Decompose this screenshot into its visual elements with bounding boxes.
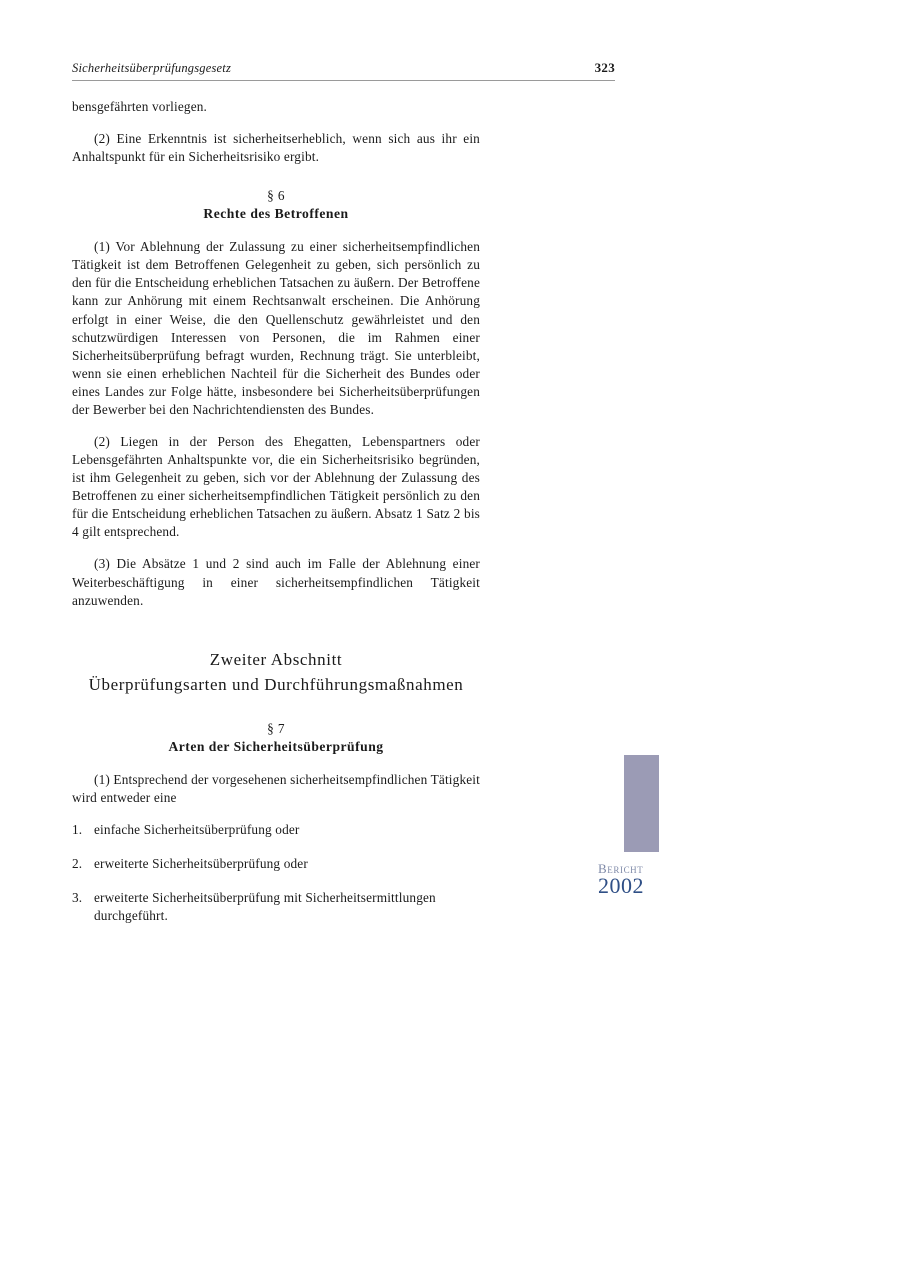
- list-item-number: 2.: [72, 855, 83, 871]
- list-item-text: einfache Sicherheitsüberprüfung oder: [94, 821, 300, 837]
- page-number: 323: [594, 60, 615, 75]
- text-column: [72, 98, 480, 941]
- running-header: [72, 60, 615, 81]
- section-6-number: § 6: [267, 188, 285, 204]
- report-logo: [598, 755, 718, 897]
- section-6-title: Rechte des Betroffenen: [203, 206, 349, 222]
- logo-year: 2002: [598, 873, 644, 898]
- list-item-text: erweiterte Sicherheitsüberprüfung mit Sicherheitsermittlungen durchgeführt.: [94, 890, 436, 924]
- logo-bar-icon: [624, 755, 659, 852]
- paragraph-6-1: (1) Vor Ablehnung der Zulassung zu einer sicherheitsempfindlichen Tätigkeit ist dem Betroffenen Gelegenheit zu geben, sich persönlich zu den für die Entscheidung erheblichen Tatsachen zu äußern. Der Betroffene kann zur Anhörung mit einem Rechtsanwalt erscheinen. Die Anhörung erfolgt in einer Weise, die den Quellenschutz gewährleistet und den schutzwürdigen Interessen von Personen, die im Rahmen einer Sicherheitsüberprüfung befragt wurden, Rechnung trägt. Sie unterbleibt, wenn sie einen erheblichen Nachteil für die Sicherheit des Bundes oder eines Landes zur Folge hätte, insbesondere bei Sicherheitsüberprüfungen der Bewerber bei den Nachrichtendiensten des Bundes.: [72, 239, 480, 417]
- list-item: [72, 889, 480, 925]
- list-item: [72, 821, 480, 839]
- continued-paragraph: bensgefährten vorliegen.: [72, 99, 208, 114]
- running-header-title: Sicherheitsüberprüfungsgesetz: [72, 61, 232, 75]
- section-7-title: Arten der Sicherheitsüberprüfung: [168, 738, 384, 754]
- list-item-number: 1.: [72, 821, 83, 837]
- list-item: [72, 855, 480, 873]
- list-item-text: erweiterte Sicherheitsüberprüfung oder: [94, 855, 308, 871]
- paragraph-6-2: (2) Liegen in der Person des Ehegatten, Lebenspartners oder Lebensgefährten Anhaltspunkte vor, die ein Sicherheitsrisiko begründen, ist ihm Gelegenheit zu geben, sich vor der Ablehnung der Zulassung des Betroffenen zu einer sicherheitsempfindlichen Tätigkeit persönlich zu den für die Entscheidung erheblichen Tatsachen zu äußern. Absatz 1 Satz 2 bis 4 gilt entsprechend.: [72, 434, 480, 540]
- numbered-list: [72, 821, 480, 925]
- list-item-number: 3.: [72, 890, 83, 906]
- paragraph-2: (2) Eine Erkenntnis ist sicherheitserheblich, wenn sich aus ihr ein Anhaltspunkt für ein Sicherheitsrisiko ergibt.: [72, 131, 480, 165]
- section-7-number: § 7: [267, 720, 285, 736]
- paragraph-6-3: (3) Die Absätze 1 und 2 sind auch im Falle der Ablehnung einer Weiterbeschäftigung in einer sicherheitsempfindlichen Tätigkeit anzuwenden.: [72, 556, 480, 608]
- abschnitt-heading: Zweiter Abschnitt: [209, 649, 343, 669]
- abschnitt-subheading: Überprüfungsarten und Durchführungsmaßnahmen: [88, 674, 464, 694]
- paragraph-7-1: (1) Entsprechend der vorgesehenen sicherheitsempfindlichen Tätigkeit wird entweder eine: [72, 771, 480, 805]
- logo-bericht-label: Bericht: [598, 861, 644, 876]
